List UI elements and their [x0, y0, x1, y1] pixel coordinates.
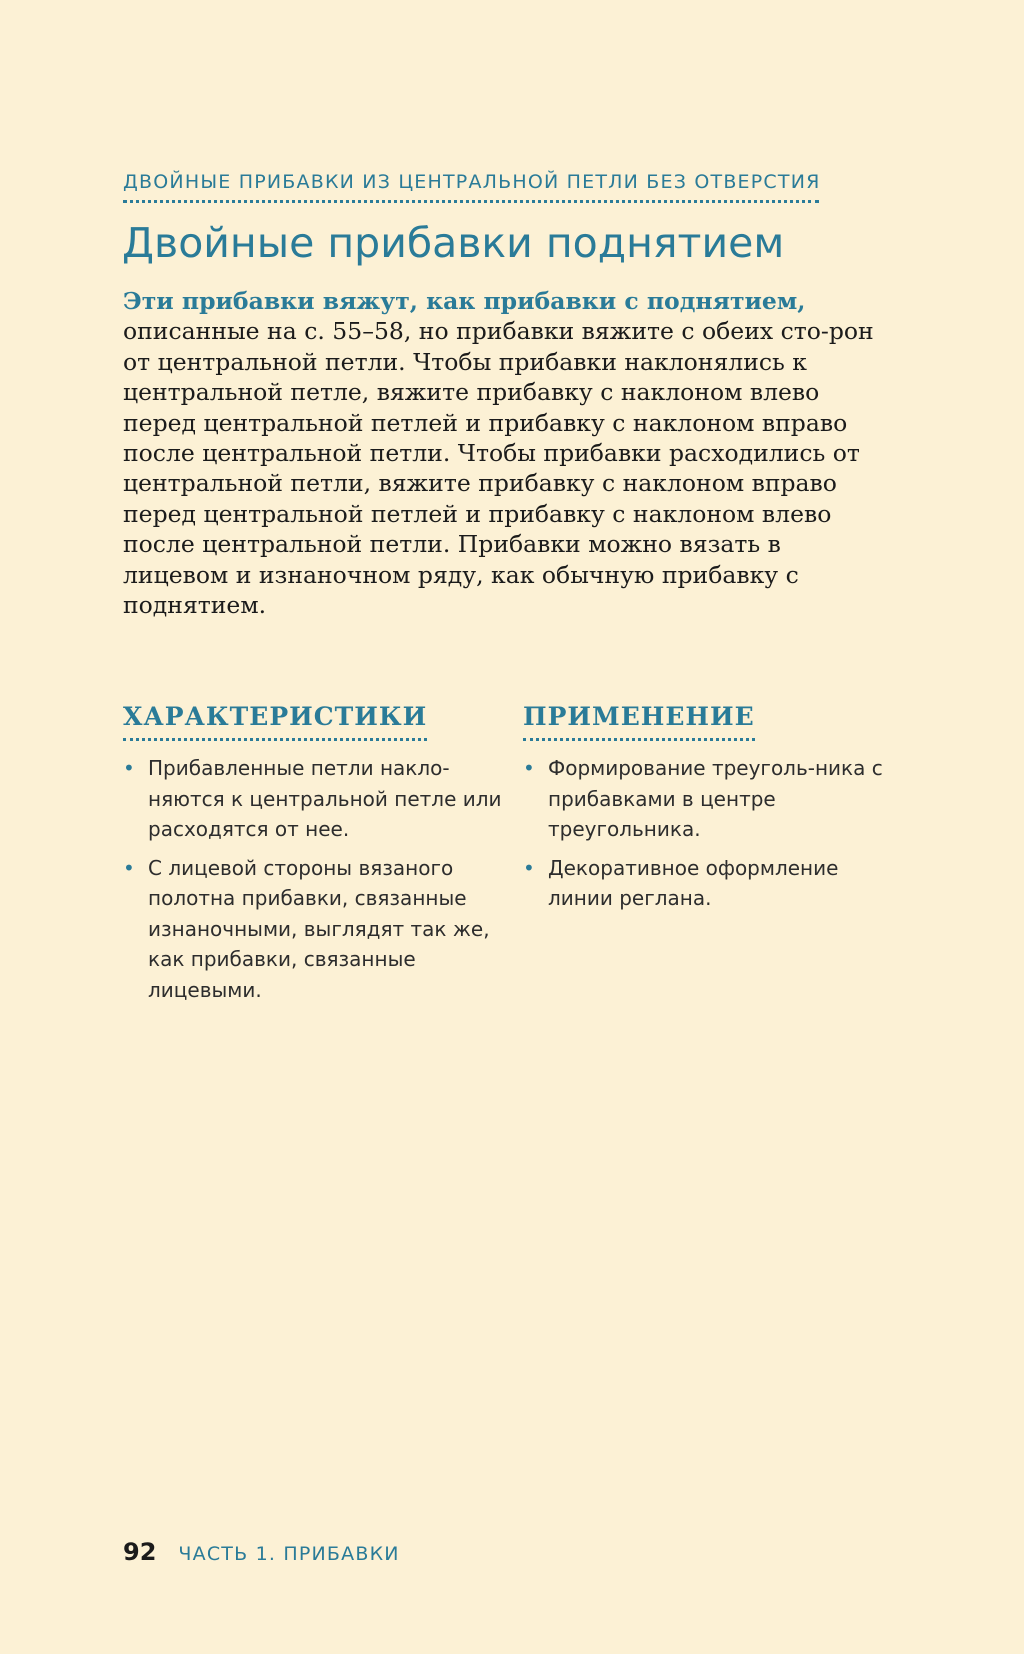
characteristics-column	[123, 700, 503, 1013]
intro-paragraph	[123, 286, 893, 620]
page-title: Двойные прибавки поднятием	[122, 219, 785, 267]
intro-body: описанные на с. 55–58, но прибавки вяжите с обеих сто-рон от центральной петли. Чтобы прибавки наклонялись к центральной петле, вяжите прибавку с наклоном влево перед центральной петлей и прибавку с наклоном вправо после центральной петли. Чтобы прибавки расходились от центральной петли, вяжите прибавку с наклоном вправо перед центральной петлей и прибавку с наклоном влево после центральной петли. Прибавки можно вязать в лицевом и изнаночном ряду, как обычную прибавку с поднятием.	[123, 317, 874, 620]
section-kicker: ДВОЙНЫЕ ПРИБАВКИ ИЗ ЦЕНТРАЛЬНОЙ ПЕТЛИ БЕЗ ОТВЕРСТИЯ	[123, 168, 819, 203]
page-footer	[123, 1536, 400, 1571]
bullet-icon: •	[523, 855, 535, 880]
bullet-icon: •	[523, 756, 535, 780]
list-item-text: Формирование треуголь-ника с прибавками в центре треугольника.	[548, 756, 883, 841]
footer-section-name: ЧАСТЬ 1. ПРИБАВКИ	[178, 1543, 400, 1565]
characteristics-heading: ХАРАКТЕРИСТИКИ	[123, 700, 427, 741]
usage-column	[523, 700, 903, 922]
list-item	[523, 753, 903, 845]
intro-lead: Эти прибавки вяжут, как прибавки с поднятием,	[123, 287, 806, 315]
bullet-icon: •	[123, 756, 135, 780]
list-item	[123, 853, 503, 1006]
list-item-text: С лицевой стороны вязаного полотна прибавки, связанные изнаночными, выглядят так же, как прибавки, связанные лицевыми.	[148, 855, 490, 1002]
bullet-icon: •	[123, 855, 135, 880]
list-item	[123, 753, 503, 845]
page-number: 92	[123, 1538, 157, 1566]
usage-list	[523, 753, 903, 914]
list-item-text: Прибавленные петли накло-няются к центральной петле или расходятся от нее.	[148, 756, 502, 841]
characteristics-list	[123, 753, 503, 1005]
list-item-text: Декоративное оформление линии реглана.	[548, 855, 839, 910]
list-item	[523, 853, 903, 914]
usage-heading: ПРИМЕНЕНИЕ	[523, 700, 755, 741]
